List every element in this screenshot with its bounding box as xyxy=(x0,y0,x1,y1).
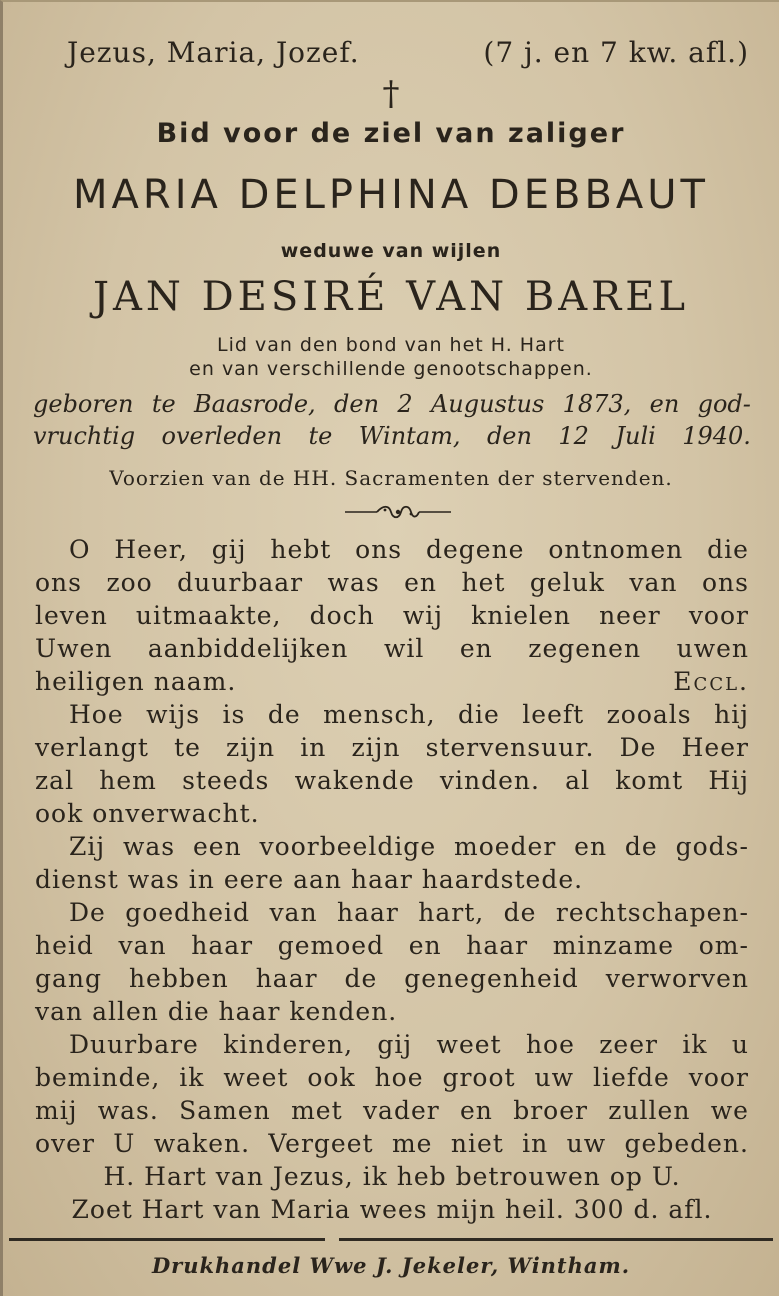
word: Heer, xyxy=(114,535,188,564)
text-line xyxy=(35,995,749,1028)
word: Samen xyxy=(179,1096,271,1125)
word: 12 xyxy=(558,422,589,450)
deceased-name: MARIA DELPHINA DEBBAUT xyxy=(73,172,709,218)
word: verworven xyxy=(605,964,749,993)
word: de xyxy=(267,700,301,729)
word: kinderen, xyxy=(223,1030,354,1059)
word: 1873, xyxy=(562,390,632,418)
birth-death-line-1 xyxy=(33,390,751,418)
word: hij xyxy=(714,700,749,729)
word: over xyxy=(35,1129,95,1158)
word: die xyxy=(707,535,749,564)
word: wij xyxy=(402,601,443,630)
word: met xyxy=(291,1096,343,1125)
word: heid xyxy=(35,931,94,960)
word: in xyxy=(300,733,327,762)
word: Augustus xyxy=(430,390,545,418)
text-line xyxy=(35,1193,749,1226)
word: haar xyxy=(337,898,399,927)
word: uw xyxy=(534,1063,575,1092)
word: we xyxy=(710,1096,749,1125)
text-line xyxy=(35,1028,749,1061)
word: aanbiddelijken xyxy=(147,634,349,663)
text-line xyxy=(35,698,749,731)
word: overleden xyxy=(161,422,283,450)
word: steeds xyxy=(182,766,270,795)
footer-rule-right xyxy=(339,1238,773,1241)
birth-death-line-2 xyxy=(33,422,751,450)
word: om- xyxy=(698,931,749,960)
word: liefde xyxy=(592,1063,670,1092)
word: zijn xyxy=(351,733,401,762)
word: vader xyxy=(362,1096,440,1125)
word: Duurbare xyxy=(69,1030,199,1059)
word: zeer xyxy=(599,1030,658,1059)
line-text: ook onverwacht. xyxy=(35,799,260,828)
word: rechtschapen- xyxy=(555,898,749,927)
word: genegenheid xyxy=(404,964,579,993)
word: was. xyxy=(97,1096,159,1125)
word: van xyxy=(629,568,678,597)
word: leven xyxy=(35,601,108,630)
text-line xyxy=(35,863,749,896)
word: knielen xyxy=(471,601,571,630)
word: den xyxy=(334,390,380,418)
indulgence-note: (7 j. en 7 kw. afl.) xyxy=(483,35,749,69)
word: niet xyxy=(450,1129,504,1158)
word: weet xyxy=(223,1063,289,1092)
word: van xyxy=(269,898,318,927)
word: ons xyxy=(702,568,749,597)
word: doch xyxy=(309,601,375,630)
word: goedheid xyxy=(125,898,251,927)
text-line xyxy=(35,1094,749,1127)
word: wil xyxy=(383,634,425,663)
word: 1940. xyxy=(682,422,751,450)
line-text: heiligen naam. xyxy=(35,667,237,696)
word: god- xyxy=(697,390,751,418)
word: verlangt xyxy=(35,733,149,762)
word: in xyxy=(522,1129,549,1158)
word: die xyxy=(458,700,500,729)
word: zal xyxy=(35,766,75,795)
word: het xyxy=(461,568,506,597)
word: is xyxy=(222,700,246,729)
word: komt xyxy=(615,766,684,795)
word: Hoe xyxy=(69,700,124,729)
word: vruchtig xyxy=(33,422,136,450)
word: en xyxy=(408,931,442,960)
word: beminde, xyxy=(35,1063,161,1092)
word: ook xyxy=(307,1063,356,1092)
word: en xyxy=(459,634,493,663)
scripture-source: Eccl. xyxy=(673,667,749,696)
word: me xyxy=(391,1129,433,1158)
word: te xyxy=(308,422,333,450)
word: De xyxy=(619,733,657,762)
word: haar xyxy=(466,931,529,960)
printer-line: Drukhandel Wwe J. Jekeler, Wintham. xyxy=(151,1253,631,1278)
text-line xyxy=(35,665,749,698)
word: de xyxy=(503,898,537,927)
text-line xyxy=(35,896,749,929)
text-line xyxy=(35,962,749,995)
word: ik xyxy=(179,1063,205,1092)
word: geluk xyxy=(529,568,605,597)
word: uw xyxy=(566,1129,607,1158)
text-line xyxy=(35,797,749,830)
word: de xyxy=(624,832,658,861)
word: al xyxy=(565,766,591,795)
word: Hij xyxy=(708,766,749,795)
word: van xyxy=(118,931,167,960)
text-line xyxy=(35,764,749,797)
word: ik xyxy=(682,1030,708,1059)
word: Baasrode, xyxy=(194,390,316,418)
word: een xyxy=(192,832,242,861)
word: en xyxy=(574,832,608,861)
word: uitmaakte, xyxy=(135,601,282,630)
word: gebeden. xyxy=(624,1129,749,1158)
word: Juli xyxy=(615,422,656,450)
word: zullen xyxy=(608,1096,691,1125)
word: neer xyxy=(599,601,661,630)
word: zijn xyxy=(226,733,276,762)
line-text: Zoet Hart van Maria wees mijn heil. 300 d. afl. xyxy=(71,1195,713,1224)
word: wijs xyxy=(146,700,201,729)
word: De xyxy=(69,898,106,927)
text-line xyxy=(35,533,749,566)
word: hebt xyxy=(270,535,332,564)
text-line xyxy=(35,1160,749,1193)
word: waken. xyxy=(153,1129,251,1158)
word: voorbeeldige xyxy=(259,832,437,861)
word: hart, xyxy=(418,898,485,927)
widow-of-line: weduwe van wijlen xyxy=(280,240,502,262)
word: gij xyxy=(211,535,247,564)
line-text: H. Hart van Jezus, ik heb betrouwen op U. xyxy=(103,1162,681,1191)
word: degene xyxy=(425,535,525,564)
text-line xyxy=(35,632,749,665)
word: Vergeet xyxy=(268,1129,374,1158)
word: hoe xyxy=(525,1030,575,1059)
cross-icon: † xyxy=(382,74,400,114)
husband-name: JAN DESIRÉ VAN BAREL xyxy=(92,274,690,320)
word: en xyxy=(460,1096,493,1125)
word: gij xyxy=(377,1030,413,1059)
footer-rule-left xyxy=(9,1238,325,1241)
word: gods- xyxy=(675,832,749,861)
word: hoe xyxy=(374,1063,424,1092)
word: moeder xyxy=(453,832,557,861)
word: leeft xyxy=(522,700,585,729)
word: weet xyxy=(436,1030,502,1059)
word: Wintam, xyxy=(358,422,461,450)
word: ons xyxy=(355,535,403,564)
word: en xyxy=(649,390,680,418)
footer-rule xyxy=(9,1238,773,1246)
word: Uwen xyxy=(35,634,113,663)
text-line xyxy=(35,1127,749,1160)
word: de xyxy=(344,964,378,993)
word: u xyxy=(731,1030,749,1059)
word: zooals xyxy=(606,700,692,729)
word: haar xyxy=(191,931,254,960)
ornament-divider-icon xyxy=(343,502,453,522)
text-line xyxy=(35,830,749,863)
word: minzame xyxy=(552,931,675,960)
line-text: dienst was in eere aan haar haardstede. xyxy=(35,865,584,894)
word: Heer xyxy=(681,733,749,762)
membership-line-2: en van verschillende genootschappen. xyxy=(189,358,593,380)
word: gang xyxy=(35,964,103,993)
word: was xyxy=(122,832,176,861)
word: te xyxy=(174,733,201,762)
word: O xyxy=(69,535,91,564)
word: voor xyxy=(688,601,749,630)
word: hebben xyxy=(128,964,229,993)
word: hem xyxy=(99,766,157,795)
sacraments-line: Voorzien van de HH. Sacramenten der stervenden. xyxy=(109,466,673,490)
text-line xyxy=(35,1061,749,1094)
text-line xyxy=(35,929,749,962)
word: haar xyxy=(255,964,318,993)
word: Zij xyxy=(69,832,106,861)
word: den xyxy=(486,422,532,450)
word: ons xyxy=(35,568,82,597)
invocation: Jezus, Maria, Jozef. xyxy=(67,35,360,69)
word: te xyxy=(151,390,176,418)
word: gemoed xyxy=(277,931,385,960)
word: voor xyxy=(688,1063,749,1092)
prayer-text xyxy=(35,533,749,1226)
word: ontnomen xyxy=(548,535,684,564)
word: mij xyxy=(35,1096,78,1125)
word: groot xyxy=(442,1063,516,1092)
word: 2 xyxy=(397,390,413,418)
word: en xyxy=(404,568,438,597)
text-line xyxy=(35,566,749,599)
line-text: van allen die haar kenden. xyxy=(35,997,398,1026)
word: vinden. xyxy=(439,766,540,795)
word: mensch, xyxy=(323,700,436,729)
word: wakende xyxy=(294,766,415,795)
word: broer xyxy=(513,1096,588,1125)
word: zegenen xyxy=(528,634,642,663)
word: stervensuur. xyxy=(425,733,595,762)
word: geboren xyxy=(33,390,134,418)
word: duurbaar xyxy=(177,568,304,597)
text-line xyxy=(35,731,749,764)
word: uwen xyxy=(676,634,749,663)
intro-line: Bid voor de ziel van zaliger xyxy=(156,118,626,149)
membership-line-1: Lid van den bond van het H. Hart xyxy=(216,334,565,356)
word: zoo xyxy=(106,568,153,597)
word: was xyxy=(327,568,380,597)
word: U xyxy=(113,1129,136,1158)
header xyxy=(67,32,749,72)
text-line xyxy=(35,599,749,632)
